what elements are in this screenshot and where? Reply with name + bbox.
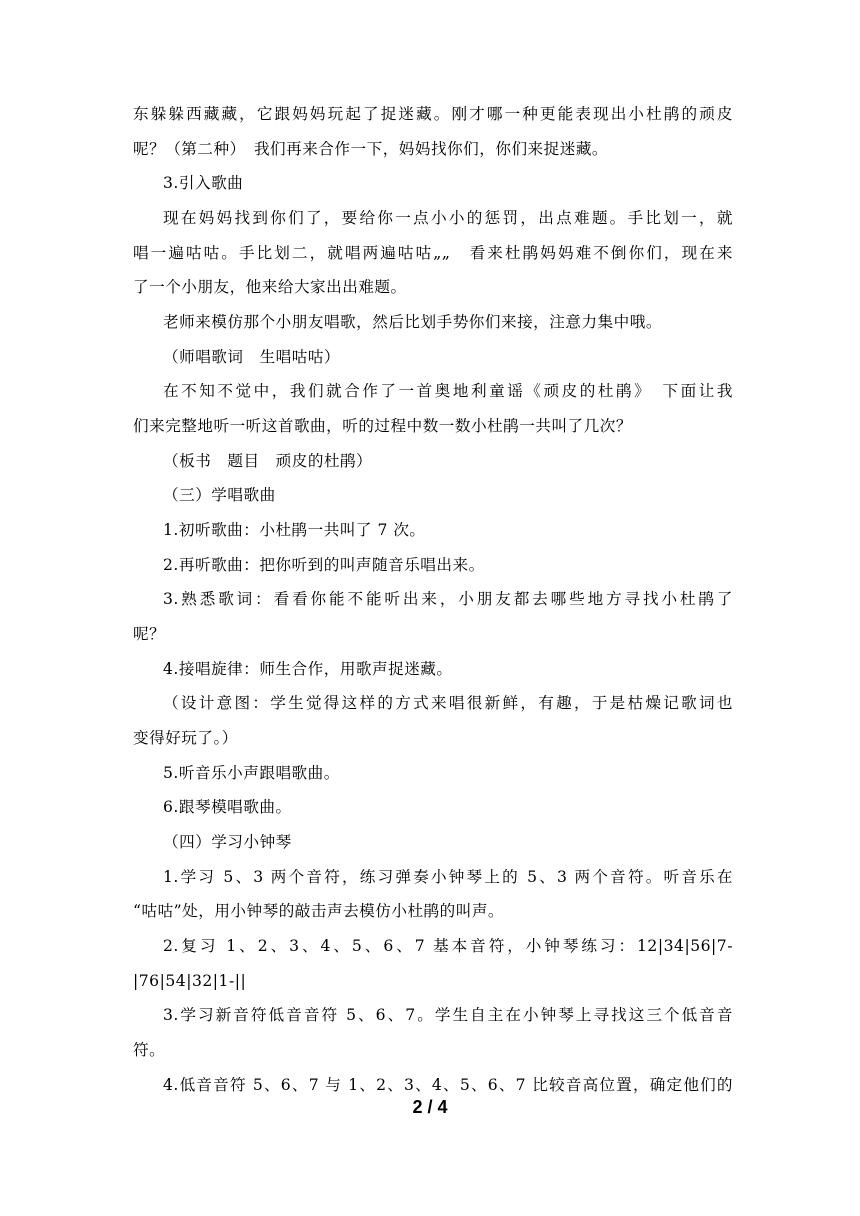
paragraph-line: 现在妈妈找到你们了，要给你一点小小的惩罚，出点难题。手比划一，就: [163, 209, 733, 227]
list-item: 3.熟悉歌词：看看你能不能听出来，小朋友都去哪些地方寻找小杜鹃了: [163, 590, 733, 608]
list-item: 4.低音音符 5、6、7 与 1、2、3、4、5、6、7 比较音高位置，确定他们的: [163, 1076, 733, 1094]
paragraph-line: 变得好玩了。）: [133, 729, 238, 747]
list-item: 2.再听歌曲：把你听到的叫声随音乐唱出来。: [163, 556, 485, 574]
list-item-continuation: 符。: [133, 1041, 166, 1059]
paragraph-line: （师唱歌词 生唱咕咕）: [163, 348, 341, 366]
list-item: 2.复习 1、2、3、4、5、6、7 基本音符，小钟琴练习：12|34|56|7-: [163, 937, 733, 955]
paragraph-line: 在不知不觉中，我们就合作了一首奥地利童谣《顽皮的杜鹃》 下面让我: [163, 382, 733, 400]
list-item: 6.跟琴模唱歌曲。: [163, 798, 292, 816]
list-item: 3.学习新音符低音音符 5、6、7。学生自主在小钟琴上寻找这三个低音音: [163, 1006, 733, 1024]
paragraph-line: 呢？（第二种） 我们再来合作一下，妈妈找你们，你们来捉迷藏。: [133, 140, 609, 158]
paragraph-line: （设计意图：学生觉得这样的方式来唱很新鲜，有趣，于是枯燥记歌词也: [163, 694, 733, 712]
list-item-continuation: 呢？: [133, 625, 166, 643]
list-item-continuation: |76|54|32|1-||: [133, 972, 247, 990]
paragraph-line: 老师来模仿那个小朋友唱歌，然后比划手势你们来接，注意力集中哦。: [163, 313, 662, 331]
paragraph-line: 东躲躲西藏藏，它跟妈妈玩起了捉迷藏。刚才哪一种更能表现出小杜鹃的顽皮: [133, 105, 733, 123]
paragraph-line: 了一个小朋友，他来给大家出出难题。: [133, 278, 407, 296]
list-item: 5.听音乐小声跟唱歌曲。: [163, 764, 340, 782]
list-item-continuation: “咕咕”处，用小钟琴的敲击声去模仿小杜鹃的叫声。: [133, 902, 505, 920]
section-heading: （四）学习小钟琴: [163, 833, 292, 851]
list-item: 4.接唱旋律：师生合作，用歌声捉迷藏。: [163, 660, 453, 678]
list-item: 1.初听歌曲：小杜鹃一共叫了 7 次。: [163, 521, 426, 539]
paragraph-line: （板书 题目 顽皮的杜鹃）: [163, 452, 373, 470]
page-number: 2 / 4: [412, 1097, 448, 1117]
section-heading: （三）学唱歌曲: [163, 486, 276, 504]
list-item: 1.学习 5、3 两个音符，练习弹奏小钟琴上的 5、3 两个音符。听音乐在: [163, 868, 733, 886]
section-heading: 3.引入歌曲: [163, 174, 244, 192]
paragraph-line: 们来完整地听一听这首歌曲，听的过程中数一数小杜鹃一共叫了几次？: [133, 417, 632, 435]
paragraph-line: 唱一遍咕咕。手比划二，就唱两遍咕咕„„ 看来杜鹃妈妈难不倒你们，现在来: [133, 244, 733, 262]
